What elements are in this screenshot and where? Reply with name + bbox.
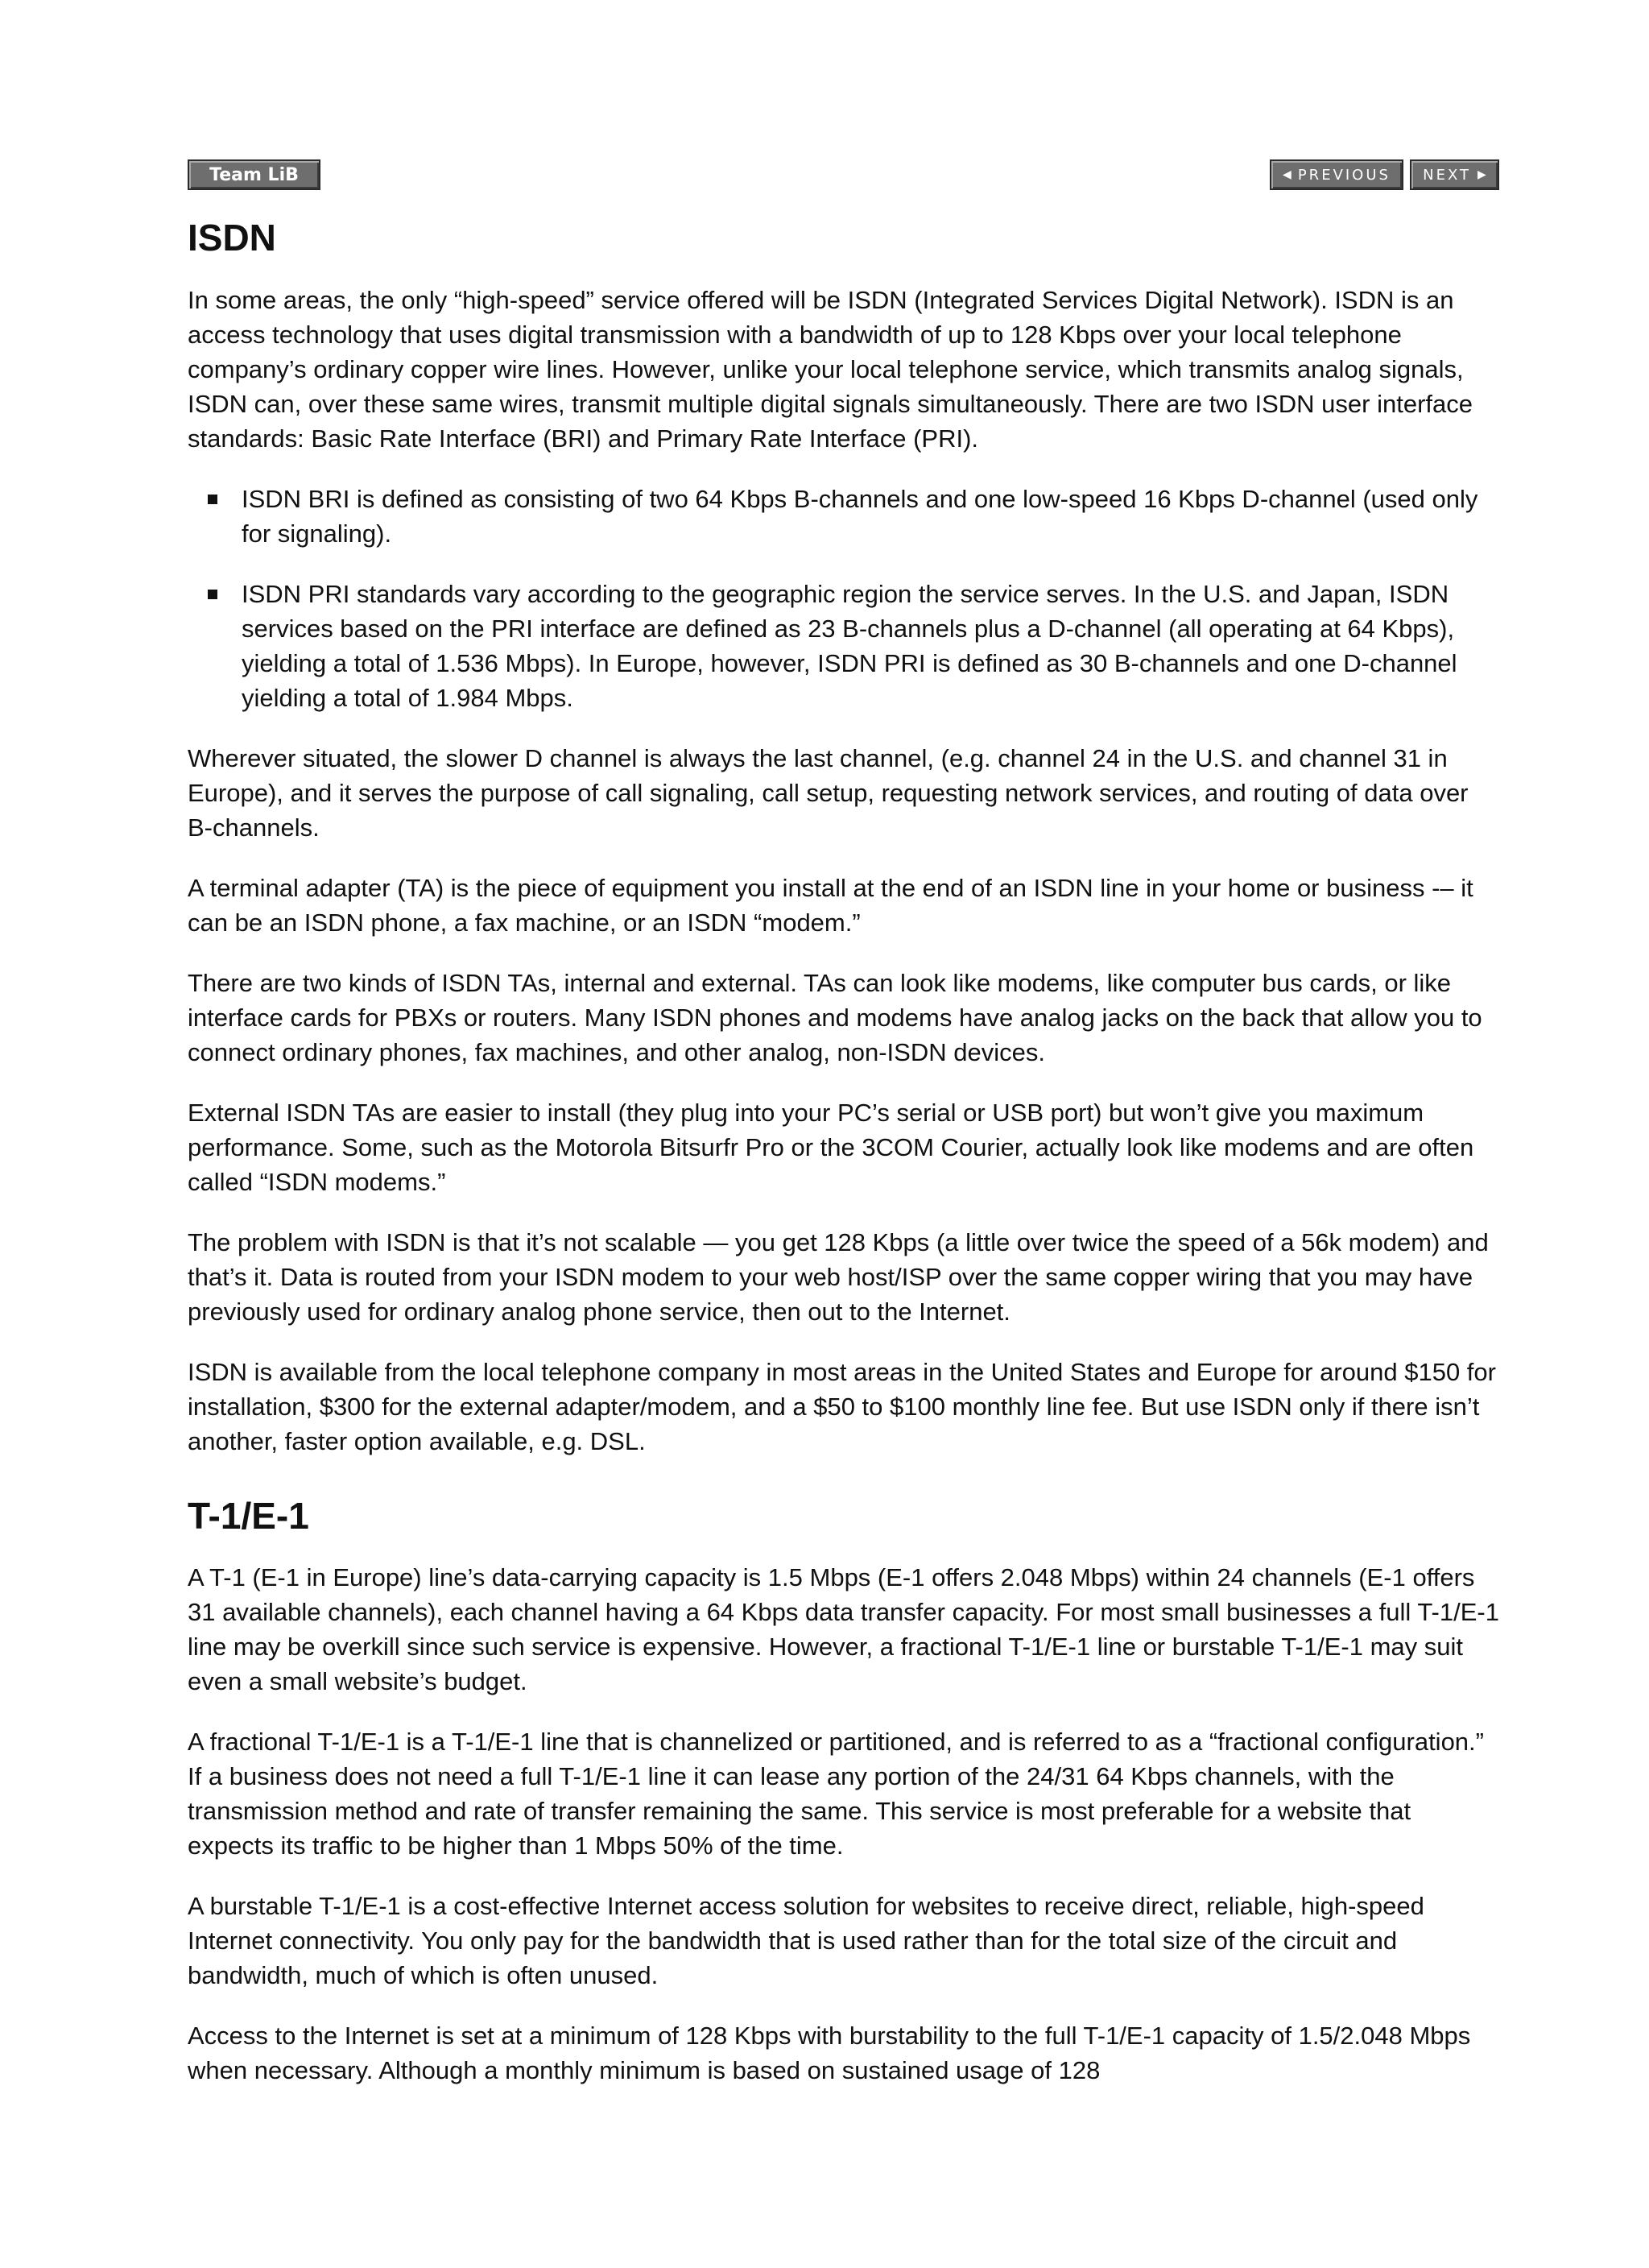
paragraph: A fractional T-1/E-1 is a T-1/E-1 line that is channelized or partitioned, and is referred to as a “fractional configuration.” If a business does not need a full T-1/E-1 line it can lease any portion of the 24/31 64 Kbps channels, with the transmission method and rate of transfer remaining the same. This service is most preferable for a website that expects its traffic to be higher than 1 Mbps 50% of the time.	[188, 1728, 1484, 1860]
navigation-bar	[188, 159, 1500, 193]
arrow-left-icon: ◀	[1283, 168, 1292, 181]
arrow-right-icon: ▶	[1477, 168, 1486, 181]
paragraph: Access to the Internet is set at a minimum of 128 Kbps with burstability to the full T-1/E-1 capacity of 1.5/2.048 Mbps when necessary. Although a monthly minimum is based on sustained usage of 128	[188, 2022, 1471, 2085]
section-heading-t1-e1: T-1/E-1	[188, 1494, 309, 1537]
bullet-icon	[208, 495, 217, 504]
paragraph: A T-1 (E-1 in Europe) line’s data-carrying capacity is 1.5 Mbps (E-1 offers 2.048 Mbps) within 24 channels (E-1 offers 31 available channels), each channel having a 64 Kbps data transfer capacity. For most small businesses a full T-1/E-1 line may be overkill since such service is expensive. However, a fractional T-1/E-1 line or burstable T-1/E-1 may suit even a small website’s budget.	[188, 1563, 1499, 1696]
isdn-intro-paragraph: In some areas, the only “high-speed” service offered will be ISDN (Integrated Services Digital Network). ISDN is an access technology that uses digital transmission with a bandwidth of up to 128 Kbps over your local telephone company’s ordinary copper wire lines. However, unlike your local telephone service, which transmits analog signals, ISDN can, over these same wires, transmit multiple digital signals simultaneously. There are two ISDN user interface standards: Basic Rate Interface (BRI) and Primary Rate Interface (PRI).	[188, 285, 1473, 453]
section-heading-isdn: ISDN	[188, 217, 276, 259]
list-item	[188, 482, 1500, 551]
team-lib-label: Team LiB	[209, 164, 299, 185]
paragraph: There are two kinds of ISDN TAs, internal and external. TAs can look like modems, like computer bus cards, or like interface cards for PBXs or routers. Many ISDN phones and modems have analog jacks on the back that allow you to connect ordinary phones, fax machines, and other analog, non-ISDN devices.	[188, 968, 1482, 1066]
list-item-text: ISDN PRI standards vary according to the geographic region the service serves. In the U.S. and Japan, ISDN services based on the PRI interface are defined as 23 B-channels plus a D-channel (all operating at 64 Kbps), yielding a total of 1.536 Mbps). In Europe, however, ISDN PRI is defined as 30 B-channels and one D-channel yielding a total of 1.984 Mbps.	[242, 579, 1457, 712]
isdn-bullet-list	[188, 482, 1500, 715]
paragraph: The problem with ISDN is that it’s not scalable — you get 128 Kbps (a little over twice the speed of a 56k modem) and that’s it. Data is routed from your ISDN modem to your web host/ISP over the same copper wiring that you may have previously used for ordinary analog phone service, then out to the Internet.	[188, 1227, 1489, 1326]
paragraph: A burstable T-1/E-1 is a cost-effective Internet access solution for websites to receive direct, reliable, high-speed Internet connectivity. You only pay for the bandwidth that is used rather than for the total size of the circuit and bandwidth, much of which is often unused.	[188, 1892, 1424, 1990]
document-page	[188, 159, 1500, 2113]
previous-label: PREVIOUS	[1297, 166, 1391, 184]
paragraph: ISDN is available from the local telephone company in most areas in the United States and Europe for around $150 for installation, $300 for the external adapter/modem, and a $50 to $100 monthly line fee. But use ISDN only if there isn’t another, faster option available, e.g. DSL.	[188, 1357, 1496, 1455]
paragraph: Wherever situated, the slower D channel is always the last channel, (e.g. channel 24 in the U.S. and channel 31 in Europe), and it serves the purpose of call signaling, call setup, requesting network services, and routing of data over B-channels.	[188, 743, 1469, 842]
previous-button[interactable]	[1270, 159, 1403, 190]
bullet-icon	[208, 590, 217, 599]
next-button[interactable]	[1410, 159, 1499, 190]
paragraph: External ISDN TAs are easier to install (they plug into your PC’s serial or USB port) but won’t give you maximum performance. Some, such as the Motorola Bitsurfr Pro or the 3COM Courier, actually look like modems and are often called “ISDN modems.”	[188, 1098, 1474, 1196]
team-lib-button[interactable]	[188, 159, 320, 190]
list-item	[188, 577, 1500, 715]
list-item-text: ISDN BRI is defined as consisting of two 64 Kbps B-channels and one low-speed 16 Kbps D-channel (used only for signaling).	[242, 484, 1478, 548]
next-label: NEXT	[1423, 166, 1472, 184]
paragraph: A terminal adapter (TA) is the piece of equipment you install at the end of an ISDN line in your home or business -– it can be an ISDN phone, a fax machine, or an ISDN “modem.”	[188, 873, 1473, 937]
